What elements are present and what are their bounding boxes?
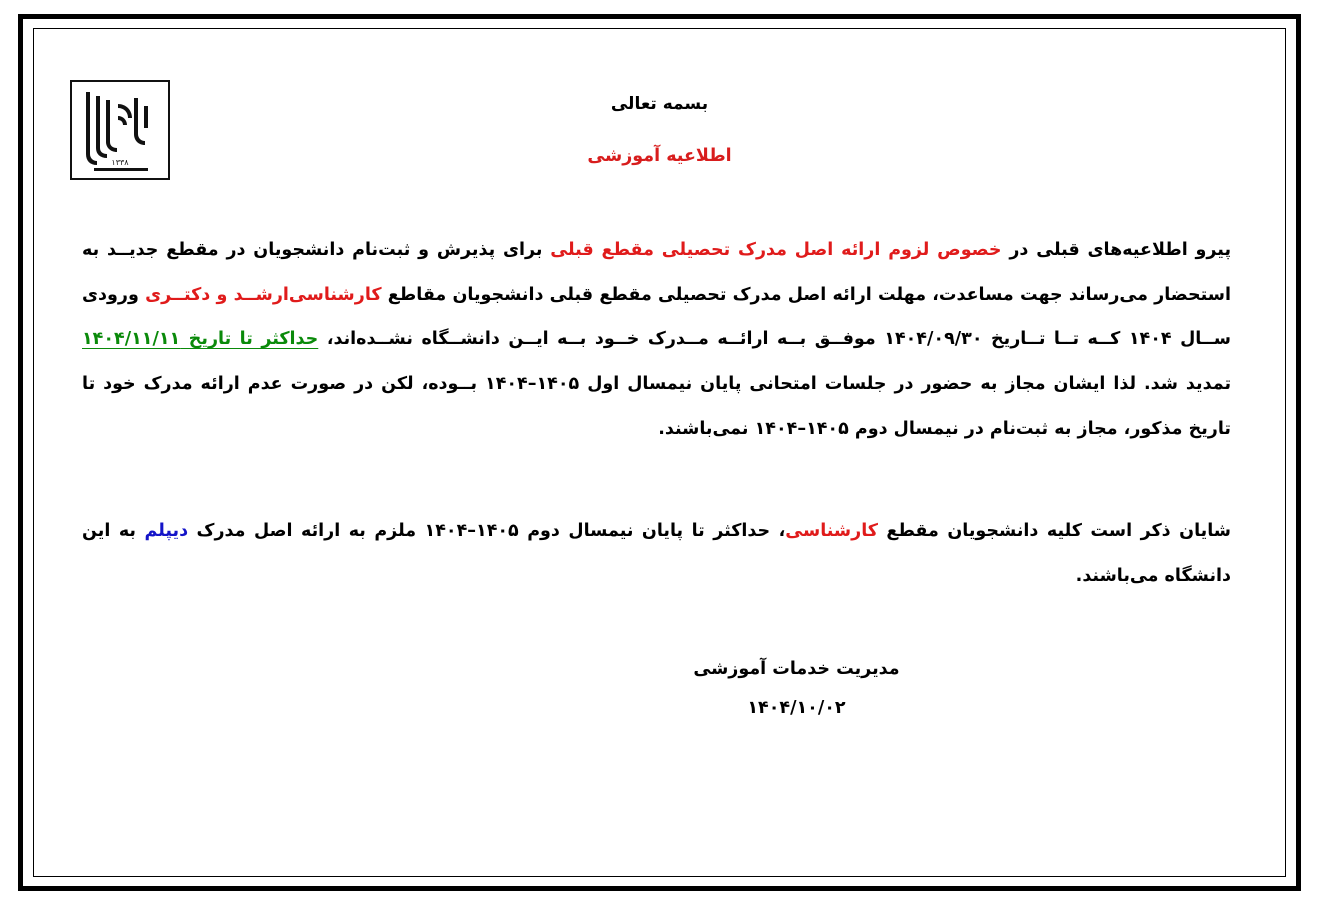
p2-segment-1: شایان ذکر است کلیه دانشجویان مقطع <box>877 521 1232 542</box>
header-block <box>60 56 1259 166</box>
signature-office: مدیریت خدمات آموزشی <box>693 659 900 680</box>
p1-segment-3: برای پذیرش و ثبت‌نام دانشجویان در مقطع جدیــد <box>107 240 551 260</box>
paragraph-1 <box>82 228 1231 451</box>
document-content <box>60 56 1259 860</box>
svg-text:۱۳۳۸: ۱۳۳۸ <box>111 158 129 167</box>
signature-block <box>82 650 1231 727</box>
p1-segment-9: لکن در صورت عدم ارائه مدرک خود تا تاریخ مذکور، مجاز به ثبت‌نام در نیمسال دوم ۱۴۰۵–۱۴۰۴ نمی‌باشند. <box>82 373 1231 439</box>
signature-date: ۱۴۰۴/۱۰/۰۲ <box>747 697 846 718</box>
p2-highlight-diploma: دیپلم <box>144 521 189 542</box>
paragraph-gap <box>82 451 1231 509</box>
p1-segment-4: به استحضار می‌رساند جهت مساعدت، مهلت ارائه اصل مدرک تحصیلی مقطع قبلی دانشجویان مقاطع <box>82 240 1231 305</box>
p2-segment-5: به <box>118 521 145 542</box>
p1-highlight-degree-levels: کارشناسی‌ارشــد و دکتــری <box>145 284 382 305</box>
paragraph-2 <box>82 509 1231 598</box>
p1-highlight-deadline-date: حداکثر تا تاریخ ۱۴۰۴/۱۱/۱۱ <box>82 329 319 350</box>
p2-highlight-bachelor: کارشناسی <box>785 521 878 542</box>
p2-segment-3: ، حداکثر تا پایان نیمسال دوم ۱۴۰۵–۱۴۰۴ ملزم به ارائه اصل مدرک <box>188 521 786 542</box>
bismillah-text: بسمه تعالی <box>610 94 709 114</box>
p1-highlight-previous-degree: خصوص لزوم ارائه اصل مدرک تحصیلی مقطع قبلی <box>550 240 1002 260</box>
p1-segment-1: پیرو اطلاعیه‌های قبلی در <box>1001 240 1232 260</box>
body-block <box>60 228 1259 727</box>
p2-segment-6: این دانشگاه می‌باشند. <box>82 521 1231 586</box>
notice-title: اطلاعیه آموزشی <box>587 146 732 166</box>
university-logo <box>70 80 170 180</box>
p1-segment-6: ورودی ســال ۱۴۰۴ کــه تــا تــاریخ ۱۴۰۴/۰۹/۳۰ موفــق بــه ارائــه مــدرک خــود بــه ایــن دانشــگاه نشــده‌اند، <box>82 284 1232 350</box>
signature-inner <box>693 650 899 727</box>
p1-segment-8: تمدید شد. لذا ایشان مجاز به حضور در جلسات امتحانی پایان نیمسال اول ۱۴۰۵–۱۴۰۴ بــوده، <box>421 373 1232 394</box>
university-logo-emblem <box>74 84 166 176</box>
